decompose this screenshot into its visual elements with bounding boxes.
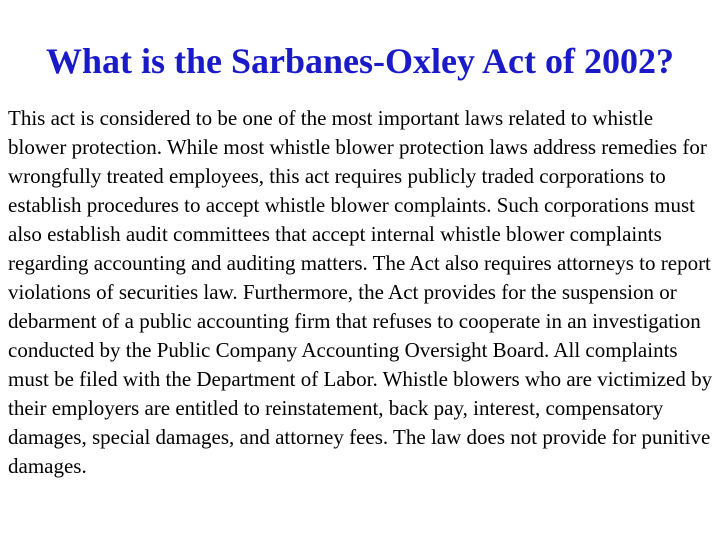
slide-body-text: This act is considered to be one of the most important laws related to whistle blower protection. While most whistle blower protection laws address remedies for wrongfully treated employees, this act requires publicly traded corporations to establish procedures to accept whistle blower complaints. Such corporations must also establish audit committees that accept internal whistle blower complaints regarding accounting and auditing matters. The Act also requires attorneys to report violations of securities law. Furthermore, the Act provides for the suspension or debarment of a public accounting firm that refuses to cooperate in an investigation conducted by the Public Company Accounting Oversight Board. All complaints must be filed with the Department of Labor. Whistle blowers who are victimized by their employers are entitled to reinstatement, back pay, interest, compensatory damages, special damages, and attorney fees. The law does not provide for punitive damages. <box>8 106 713 478</box>
slide-title: What is the Sarbanes-Oxley Act of 2002? <box>46 41 674 81</box>
